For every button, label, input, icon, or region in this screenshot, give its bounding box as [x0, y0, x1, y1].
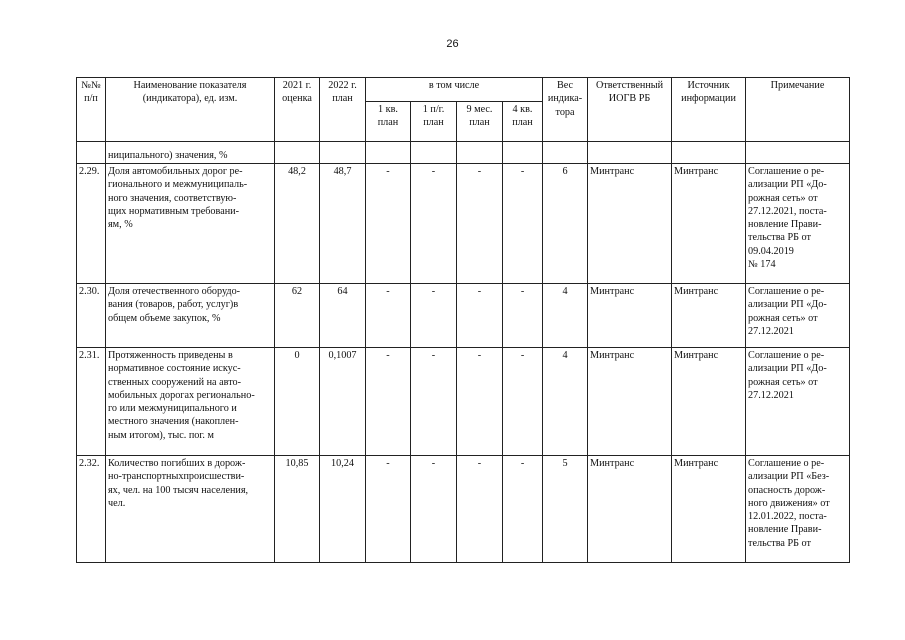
- row-h1-value: -: [411, 348, 457, 456]
- row-2022-value: 48,7: [320, 164, 366, 284]
- row-q4-value: -: [503, 164, 543, 284]
- continuation-text: ниципального) значения, %: [106, 142, 275, 164]
- row-responsible: Минтранс: [588, 164, 672, 284]
- row-responsible: Минтранс: [588, 456, 672, 563]
- table-row: [77, 456, 850, 563]
- row-weight: 4: [543, 284, 588, 348]
- table-row: [77, 164, 850, 284]
- header-q4: 4 кв. план: [503, 102, 543, 142]
- row-num: 2.30.: [77, 284, 106, 348]
- continuation-row: [77, 142, 850, 164]
- header-including: в том числе: [366, 78, 543, 102]
- row-2022-value: 64: [320, 284, 366, 348]
- row-2021-value: 62: [275, 284, 320, 348]
- row-responsible: Минтранс: [588, 284, 672, 348]
- row-num: 2.31.: [77, 348, 106, 456]
- row-source: Минтранс: [672, 456, 746, 563]
- header-row-top: [77, 78, 850, 102]
- row-weight: 4: [543, 348, 588, 456]
- header-source: Источник информации: [672, 78, 746, 142]
- row-q1-value: -: [366, 284, 411, 348]
- row-9m-value: -: [457, 348, 503, 456]
- row-h1-value: -: [411, 456, 457, 563]
- header-responsible: Ответственный ИОГВ РБ: [588, 78, 672, 142]
- row-weight: 5: [543, 456, 588, 563]
- row-q4-value: -: [503, 284, 543, 348]
- header-2021: 2021 г. оценка: [275, 78, 320, 142]
- row-9m-value: -: [457, 456, 503, 563]
- row-9m-value: -: [457, 164, 503, 284]
- row-note: Соглашение о ре- ализации РП «Без- опасность дорож- ного движения» от 12.01.2022, поста- новление Прави- тельства РБ от: [746, 456, 850, 563]
- header-indicator-name: Наименование показателя (индикатора), ед. изм.: [106, 78, 275, 142]
- row-note: Соглашение о ре- ализации РП «До- рожная сеть» от 27.12.2021: [746, 284, 850, 348]
- row-note: Соглашение о ре- ализации РП «До- рожная сеть» от 27.12.2021: [746, 348, 850, 456]
- header-weight: Вес индика- тора: [543, 78, 588, 142]
- row-q1-value: -: [366, 164, 411, 284]
- row-source: Минтранс: [672, 164, 746, 284]
- row-indicator-name: Протяженность приведены в нормативное состояние искус- ственных сооружений на авто- мобильных дорогах регионально- го или межмуниципального и местного значения (накоплен- ным итогом), тыс. пог. м: [106, 348, 275, 456]
- header-note: Примечание: [746, 78, 850, 142]
- row-note: Соглашение о ре- ализации РП «До- рожная сеть» от 27.12.2021, поста- новление Прави- тельства РБ от 09.04.2019 № 174: [746, 164, 850, 284]
- row-2021-value: 0: [275, 348, 320, 456]
- table-row: [77, 284, 850, 348]
- row-2022-value: 10,24: [320, 456, 366, 563]
- row-q1-value: -: [366, 456, 411, 563]
- row-responsible: Минтранс: [588, 348, 672, 456]
- table-row: [77, 348, 850, 456]
- row-2021-value: 10,85: [275, 456, 320, 563]
- indicators-table: [76, 77, 850, 563]
- page-number: 26: [446, 38, 459, 50]
- header-q1: 1 кв. план: [366, 102, 411, 142]
- row-q4-value: -: [503, 456, 543, 563]
- row-9m-value: -: [457, 284, 503, 348]
- header-h1: 1 п/г. план: [411, 102, 457, 142]
- row-source: Минтранс: [672, 348, 746, 456]
- row-indicator-name: Доля отечественного оборудо- вания (товаров, работ, услуг)в общем объеме закупок, %: [106, 284, 275, 348]
- row-h1-value: -: [411, 164, 457, 284]
- row-h1-value: -: [411, 284, 457, 348]
- row-q4-value: -: [503, 348, 543, 456]
- row-q1-value: -: [366, 348, 411, 456]
- row-indicator-name: Доля автомобильных дорог ре- гионального и межмуниципаль- ного значения, соответствую- щих нормативным требовани- ям, %: [106, 164, 275, 284]
- row-num: 2.32.: [77, 456, 106, 563]
- row-weight: 6: [543, 164, 588, 284]
- row-2022-value: 0,1007: [320, 348, 366, 456]
- row-indicator-name: Количество погибших в дорож- но-транспортныхпроисшестви- ях, чел. на 100 тысяч населения, чел.: [106, 456, 275, 563]
- row-num: 2.29.: [77, 164, 106, 284]
- header-2022: 2022 г. план: [320, 78, 366, 142]
- row-2021-value: 48,2: [275, 164, 320, 284]
- header-9m: 9 мес. план: [457, 102, 503, 142]
- row-source: Минтранс: [672, 284, 746, 348]
- header-num: №№ п/п: [77, 78, 106, 142]
